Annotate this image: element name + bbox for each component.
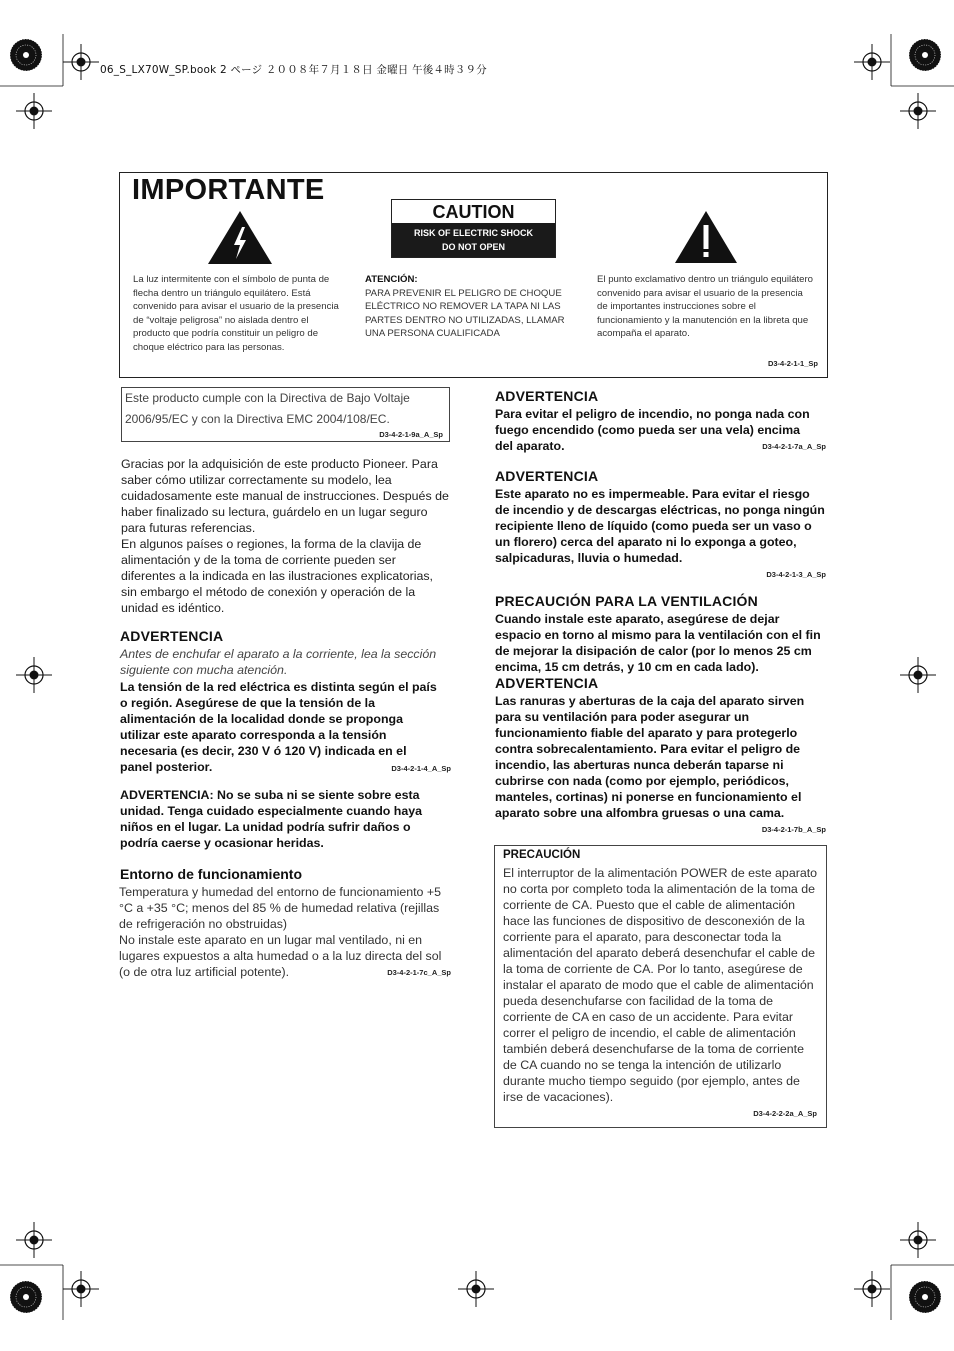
compliance-line-1: Este producto cumple con la Directiva de Bajo Voltaje (125, 391, 410, 405)
advertencia-heading-1: ADVERTENCIA (120, 628, 224, 644)
entorno-code: D3-4-2-1-7c_A_Sp (387, 968, 451, 977)
exclamation-explanation: El punto exclamativo dentro un triángulo equilátero convenido para avisar el usuario de la presencia de importantes instrucciones sobre el funcionamiento y la manutención en la libreta que acompaña el aparato. (597, 274, 813, 340)
caution-title: CAUTION (432, 202, 515, 222)
advertencia-b-code: D3-4-2-1-3_A_Sp (766, 570, 826, 579)
ventilacion-heading: PRECAUCIÓN PARA LA VENTILACIÓN (495, 593, 758, 609)
precaucion-code: D3-4-2-2-2a_A_Sp (753, 1109, 817, 1118)
advertencia-2-text: ADVERTENCIA: No se suba ni se siente sobre esta unidad. Tenga cuidado especialmente cuando haya niños en el lugar. La unidad podría sufrir daños o podría caerse y ocasionar heridas. (120, 788, 423, 850)
advertencia-1-text: La tensión de la red eléctrica es distinta según el país o región. Asegúrese de que la tensión de la alimentación de la localidad donde se proponga utilizar este aparato corresponda a la tensión necesaria (es decir, 230 V ó 120 V) indicada en el panel posterior. (120, 680, 437, 774)
file-header-line: 06_S_LX70W_SP.book 2 ページ ２００８年７月１８日 金曜日 午後４時３９分 (100, 64, 487, 76)
lightning-explanation: La luz intermitente con el símbolo de punta de flecha dentro un triángulo equilátero. Está convenido para avisar el usuario de la presencia de “voltaje peligrosa” no aislada dentro el producto que podría constituir un peligro de choque eléctrico para las personas. (133, 274, 339, 353)
advertencia-heading-b: ADVERTENCIA (495, 468, 599, 484)
compliance-line-2: 2006/95/EC y con la Directiva EMC 2004/108/EC. (125, 412, 390, 426)
page-title: IMPORTANTE (132, 174, 325, 206)
exclamation-warning-icon (673, 209, 739, 265)
advertencia-1-italic: Antes de enchufar el aparato a la corriente, lea la sección siguiente con mucha atención. (120, 647, 437, 677)
advertencia-a-code: D3-4-2-1-7a_A_Sp (762, 442, 826, 451)
advertencia-heading-a: ADVERTENCIA (495, 388, 599, 404)
precaucion-text: El interruptor de la alimentación POWER de este aparato no corta por completo toda la alimentación de la toma de corriente de CA. Puesto que el cable de alimentación hace las funciones de dispositivo de desconexión de la corriente para el aparato, para desconectar toda la alimentación del aparato deberá desenchufar el cable de la toma de corriente de CA. Por lo tanto, asegúrese de instalar el aparato de modo que el cable de alimentación pueda desenchufarse con facilidad de la toma de corriente de CA en caso de un accidente. Para evitar correr el peligro de incendio, el cable de alimentación también deberá desenchufarse de la toma de corriente de CA cuando no se tenga la intención de utilizarlo durante mucho tiempo seguido (por ejemplo, antes de irse de vacaciones). (503, 866, 818, 1104)
atencion-block (365, 273, 581, 341)
caution-subtitle (392, 223, 555, 257)
lightning-warning-icon (206, 209, 274, 266)
atencion-text: PARA PREVENIR EL PELIGRO DE CHOQUE ELÉCTRICO NO REMOVER LA TAPA NI LAS PARTES DENTRO NO UTILIZADAS, LLAMAR UNA PERSONA CUALIFICADA (365, 287, 565, 340)
ventilacion-text: Cuando instale este aparato, asegúrese de dejar espacio en torno al mismo para la ventilación con el fin de mejorar la disipación de calor (por lo menos 25 cm encima, 15 cm detrás, y 10 cm en cada lado). (495, 612, 821, 674)
top-section-code: D3-4-2-1-1_Sp (767, 359, 818, 368)
caution-label (391, 199, 556, 258)
precaucion-title: PRECAUCIÓN (503, 849, 581, 861)
atencion-title: ATENCIÓN: (365, 274, 418, 285)
advertencia-b-text: Este aparato no es impermeable. Para evitar el riesgo de incendio y de descargas eléctricas, no ponga ningún recipiente lleno de líquido (como pueda ser un vaso o un florero) cerca del aparato ni lo exponga a goteo, salpicaduras, lluvia o humedad. (495, 487, 825, 565)
advertencia-c-text: Las ranuras y aberturas de la caja del aparato sirven para su ventilación para poder asegurar un funcionamiento fiable del aparato y para protegerlo contra sobrecalentamiento. Para evitar el peligro de incendio, las aberturas nunca deberán taparse ni cubrirse con nada (como por ejemplo, periódicos, manteles, cortinas) ni ponerse en funcionamiento el aparato sobre una alfombra gruesas o una cama. (495, 694, 805, 820)
caution-line-1: RISK OF ELECTRIC SHOCK (413, 228, 533, 238)
entorno-heading: Entorno de funcionamiento (120, 866, 302, 882)
entorno-text: Temperatura y humedad del entorno de funcionamiento +5 °C a +35 °C; menos del 85 % de humedad relativa (rejillas de refrigeración no obstruidas) No instale este aparato en un lugar mal ventilado, ni en lugares expuestos a alta humedad o a la luz directa del sol (o de otra luz artificial potente). (119, 885, 442, 979)
caution-line-2: DO NOT OPEN (441, 242, 505, 252)
intro-text: Gracias por la adquisición de este producto Pioneer. Para saber cómo utilizar correctamente su modelo, lea cuidadosamente este manual de instrucciones. Después de haber finalizado su lectura, guárdelo en un lugar seguro para futuras referencias. En algunos países o regiones, la forma de la clavija de alimentación y de la toma de corriente pueden ser diferentes a la indicada en las ilustraciones explicatorias, sin embargo el método de conexión y operación de la unidad es idéntico. (121, 457, 449, 615)
advertencia-heading-c: ADVERTENCIA (495, 675, 599, 691)
advertencia-c-code: D3-4-2-1-7b_A_Sp (761, 825, 826, 834)
advertencia-a-text: Para evitar el peligro de incendio, no ponga nada con fuego encendido (como pueda ser una vela) encima del aparato. (495, 407, 810, 453)
compliance-code: D3-4-2-1-9a_A_Sp (379, 430, 443, 439)
advertencia-1-code: D3-4-2-1-4_A_Sp (391, 764, 451, 773)
